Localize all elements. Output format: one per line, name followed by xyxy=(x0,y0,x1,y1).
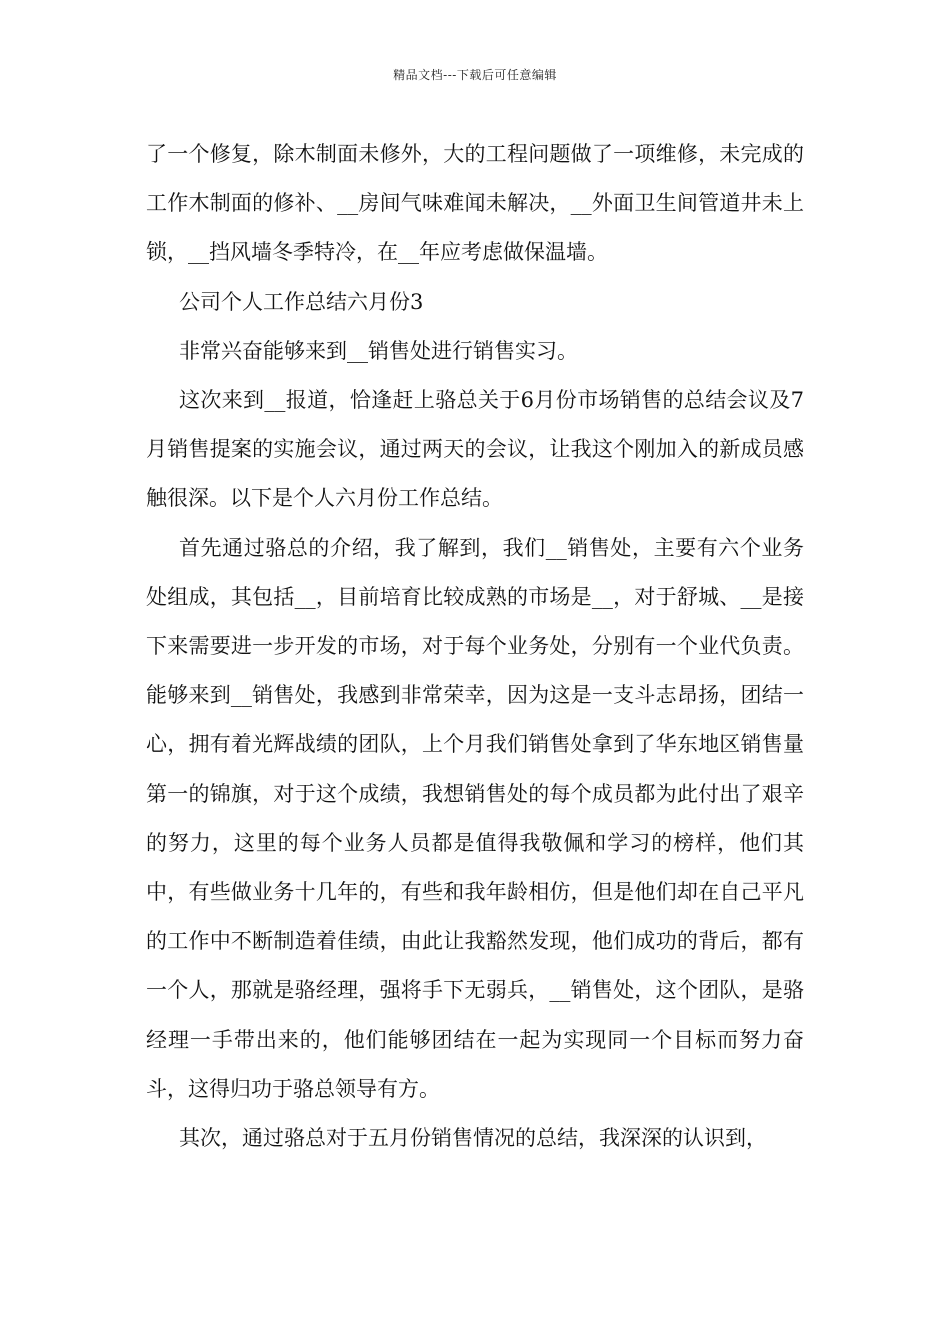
document-body xyxy=(146,130,804,1163)
paragraph: 其次，通过骆总对于五月份销售情况的总结，我深深的认识到， xyxy=(179,1126,767,1151)
paragraph-continuation: 了一个修复，除木制面未修外，大的工程问题做了一项维修，未完成的工作木制面的修补、__房间气味难闻未解决，__外面卫生间管道井未上锁，__挡风墙冬季特冷，在__年应考虑做保温墙。 xyxy=(146,142,804,265)
paragraph: 非常兴奋能够来到__销售处进行销售实习。 xyxy=(179,338,578,363)
section-heading: 公司个人工作总结六月份3 xyxy=(179,289,424,314)
paragraph: 首先通过骆总的介绍，我了解到，我们__销售处，主要有六个业务处组成，其包括__，目前培育比较成熟的市场是__，对于舒城、__是接下来需要进一步开发的市场，对于每个业务处，分别有一个业代负责。能够来到__销售处，我感到非常荣幸，因为这是一支斗志昂扬，团结一心，拥有着光辉战绩的团队，上个月我们销售处拿到了华东地区销售量第一的锦旗，对于这个成绩，我想销售处的每个成员都为此付出了艰辛的努力，这里的每个业务人员都是值得我敬佩和学习的榜样，他们其中，有些做业务十几年的，有些和我年龄相仿，但是他们却在自己平凡的工作中不断制造着佳绩，由此让我豁然发现，他们成功的背后，都有一个人，那就是骆经理，强将手下无弱兵，__销售处，这个团队，是骆经理一手带出来的，他们能够团结在一起为实现同一个目标而努力奋斗，这得归功于骆总领导有方。 xyxy=(146,535,804,1101)
page-header: 精品文档---下载后可任意编辑 xyxy=(393,68,557,82)
paragraph: 这次来到__报道，恰逢赶上骆总关于6月份市场销售的总结会议及7月销售提案的实施会议，通过两天的会议，让我这个刚加入的新成员感触很深。以下是个人六月份工作总结。 xyxy=(146,388,804,511)
